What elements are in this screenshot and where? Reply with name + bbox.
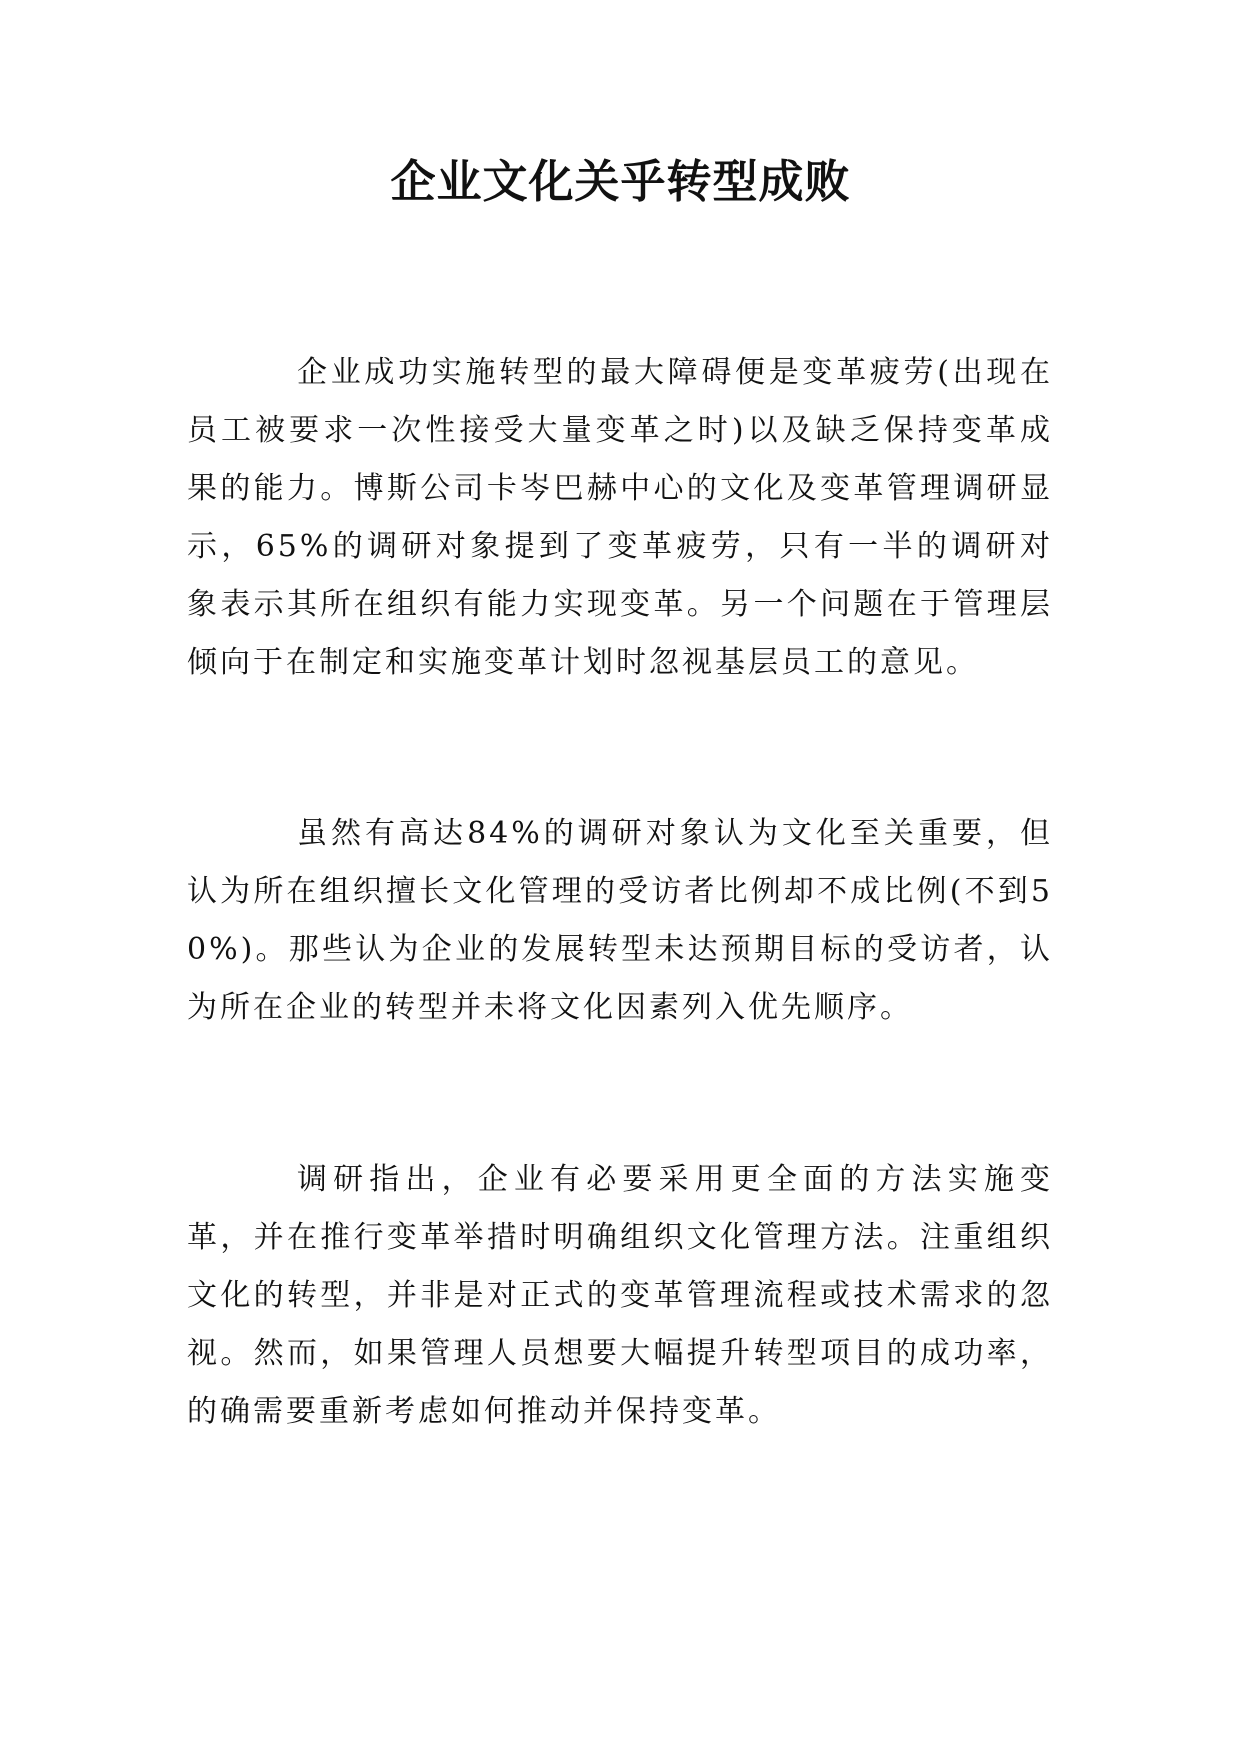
paragraph-3: 调研指出，企业有必要采用更全面的方法实施变革，并在推行变革举措时明确组织文化管理方法。注重组织文化的转型，并非是对正式的变革管理流程或技术需求的忽视。然而，如果管理人员想要大幅提升转型项目的成功率，的确需要重新考虑如何推动并保持变革。 [187,1162,1053,1429]
paragraph-1: 企业成功实施转型的最大障碍便是变革疲劳(出现在员工被要求一次性接受大量变革之时)以及缺乏保持变革成果的能力。博斯公司卡岑巴赫中心的文化及变革管理调研显示，65%的调研对象提到了变革疲劳，只有一半的调研对象表示其所在组织有能力实现变革。另一个问题在于管理层倾向于在制定和实施变革计划时忽视基层员工的意见。 [187,355,1053,680]
document-title: 企业文化关乎转型成败 [390,155,851,208]
paragraph-2: 虽然有高达84%的调研对象认为文化至关重要，但认为所在组织擅长文化管理的受访者比例却不成比例(不到50%)。那些认为企业的发展转型未达预期目标的受访者，认为所在企业的转型并未将文化因素列入优先顺序。 [187,816,1053,1025]
